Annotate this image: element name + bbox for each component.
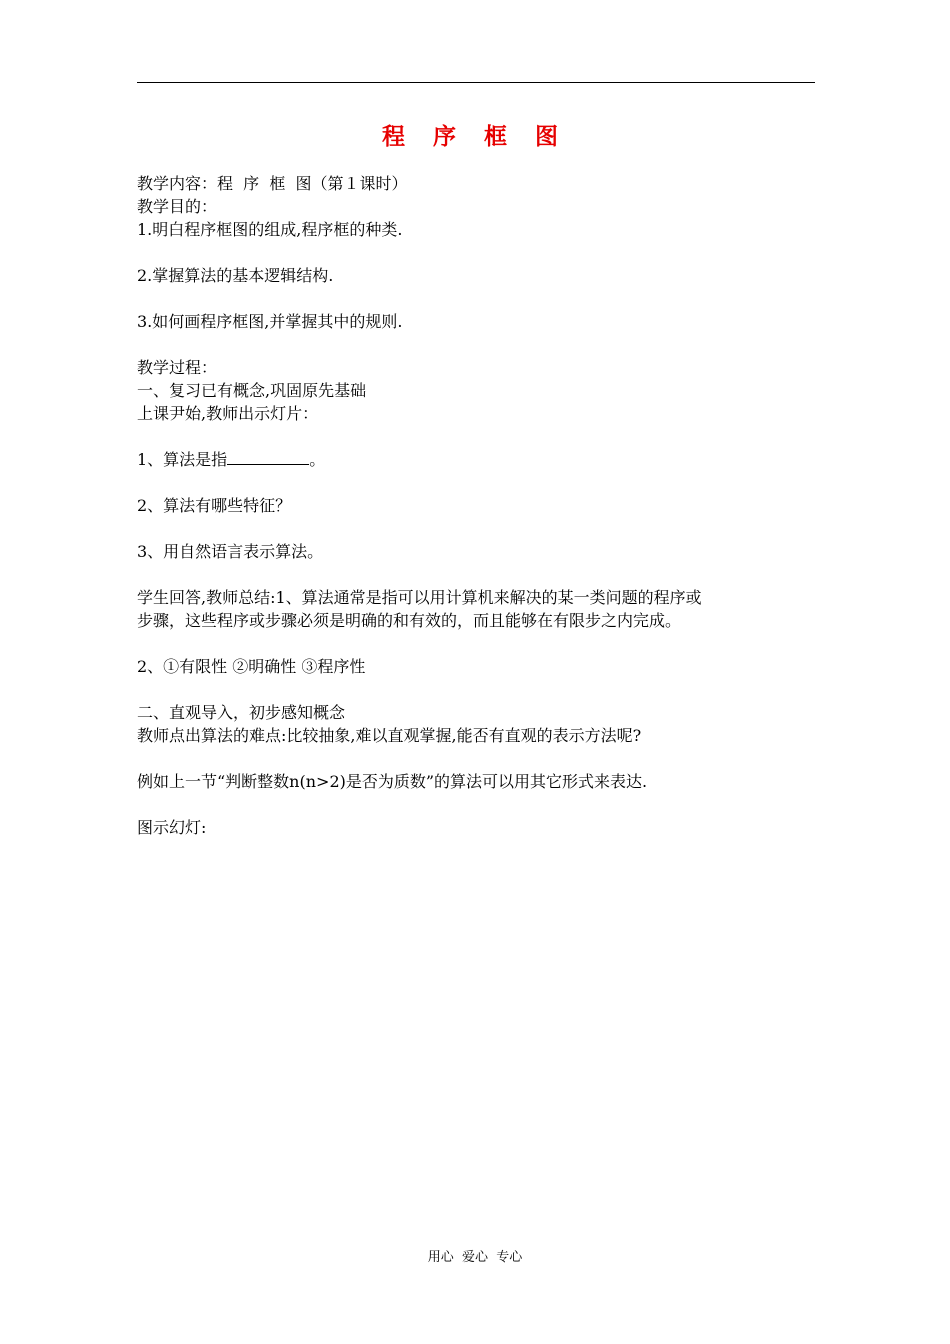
example-line: 例如上一节“判断整数n(n>2)是否为质数”的算法可以用其它形式来表达. bbox=[137, 772, 648, 791]
spacer bbox=[137, 793, 817, 816]
objective-1: 1.明白程序框图的组成,程序框的种类. bbox=[137, 220, 403, 239]
process-label: 教学过程： bbox=[137, 358, 218, 377]
page-footer: 用心 爱心 专心 bbox=[427, 1250, 523, 1265]
slide-label: 图示幻灯: bbox=[137, 818, 207, 837]
spacer bbox=[137, 678, 817, 701]
document-body bbox=[137, 172, 817, 839]
question-1-prefix: 1、算法是指 bbox=[137, 450, 228, 469]
header-rule bbox=[137, 82, 815, 83]
spacer bbox=[137, 287, 817, 310]
section-2-heading: 二、直观导入，初步感知概念 bbox=[137, 703, 346, 722]
spacer bbox=[137, 563, 817, 586]
spacer bbox=[137, 471, 817, 494]
difficulty-line: 教师点出算法的难点:比较抽象,难以直观掌握,能否有直观的表示方法呢? bbox=[137, 726, 642, 745]
spacer bbox=[137, 632, 817, 655]
question-1-suffix: 。 bbox=[309, 450, 326, 469]
spacer bbox=[137, 333, 817, 356]
spacer bbox=[137, 425, 817, 448]
objectives-label: 教学目的： bbox=[137, 197, 218, 216]
answer-1-line-1: 学生回答,教师总结:1、算法通常是指可以用计算机来解决的某一类问题的程序或 bbox=[137, 588, 702, 607]
objective-2: 2.掌握算法的基本逻辑结构. bbox=[137, 266, 334, 285]
answer-1-line-2: 步骤，这些程序或步骤必须是明确的和有效的，而且能够在有限步之内完成。 bbox=[137, 611, 682, 630]
spacer bbox=[137, 747, 817, 770]
document-title: 程 序 框 图 bbox=[381, 123, 569, 150]
question-3: 3、用自然语言表示算法。 bbox=[137, 542, 324, 561]
objective-3: 3.如何画程序框图,并掌握其中的规则. bbox=[137, 312, 403, 331]
answer-2: 2、①有限性 ②明确性 ③程序性 bbox=[137, 657, 366, 676]
spacer bbox=[137, 241, 817, 264]
content-header: 教学内容：程 序 框 图（第１课时） bbox=[137, 174, 408, 193]
fill-in-blank bbox=[227, 449, 309, 465]
question-1 bbox=[137, 448, 817, 471]
question-2: 2、算法有哪些特征？ bbox=[137, 496, 292, 515]
intro-line: 上课尹始,教师出示灯片： bbox=[137, 404, 319, 423]
section-1-heading: 一、复习已有概念,巩固原先基础 bbox=[137, 381, 367, 400]
spacer bbox=[137, 517, 817, 540]
